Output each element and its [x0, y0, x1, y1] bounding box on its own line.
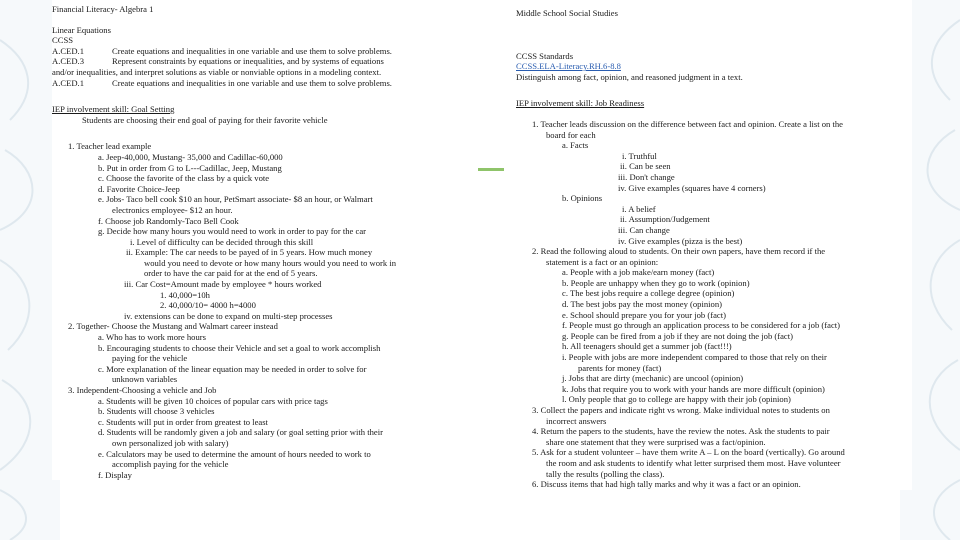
- statement-item: a. People with a job make/earn money (fact): [562, 267, 715, 278]
- step-1: 1. Teacher lead example: [68, 141, 152, 152]
- ccss-label: CCSS: [52, 35, 74, 46]
- step-3f: f. Display: [98, 469, 132, 480]
- step-3: 3. Independent-Choosing a vehicle and Job: [68, 385, 217, 395]
- doc-title: Middle School Social Studies: [516, 8, 618, 18]
- standard-desc: Create equations and inequalities in one variable and use them to solve problems.: [112, 45, 392, 56]
- statement-item: c. The best jobs require a college degree (opinion): [562, 288, 735, 299]
- step-1f: f. Choose job Randomly-Taco Bell Cook: [98, 215, 239, 226]
- step-1g-ii: ii. Example: The car needs to be payed of in 5 years. How much money: [126, 247, 373, 258]
- step-5-continued: tally the results (polling the class).: [546, 468, 665, 479]
- algebra-lesson-document: [52, 0, 444, 480]
- statement-item: f. People must go through an application process to be considered for a job (fact): [562, 320, 841, 331]
- step-3e-continued: accomplish paying for the vehicle: [112, 459, 229, 470]
- step-1g-iii-2: 2. 40,000/10= 4000 h=4000: [160, 300, 256, 311]
- statement-item: k. Jobs that require you to work with your hands are more difficult (opinion): [562, 383, 825, 394]
- opinion-item: i. A belief: [622, 203, 656, 214]
- statement-item: j. Jobs that are dirty (mechanic) are uncool (opinion): [562, 373, 744, 384]
- opinion-item: iii. Can change: [618, 224, 670, 235]
- fact-item: iii. Don't change: [618, 171, 675, 182]
- step-4-continued: share one statement that they were surprised was a fact/opinion.: [546, 436, 766, 447]
- facts-heading: a. Facts: [562, 140, 589, 151]
- step-2: 2. Read the following aloud to students. On their own papers, have them record if the: [532, 246, 826, 257]
- step-1c: c. Choose the favorite of the class by a quick vote: [98, 173, 270, 184]
- left-decorative-border: [0, 0, 60, 540]
- standard-code: A.CED.1: [52, 77, 84, 88]
- ccss-standards-label: CCSS Standards: [516, 50, 574, 61]
- step-1g-ii-continued: order to have the car paid for at the end of 5 years.: [144, 268, 318, 279]
- iep-skill-heading: IEP involvement skill: Job Readiness: [516, 98, 645, 109]
- topic-heading: Linear Equations: [52, 24, 111, 35]
- step-1g: g. Decide how many hours you would need to work in order to pay for the car: [98, 226, 367, 237]
- step-1g-iv: iv. extensions can be done to expand on multi-step processes: [124, 310, 333, 321]
- step-5-continued: the room and ask students to identify what letter surprised them most. Have volunteer: [546, 457, 841, 468]
- statement-item: b. People are unhappy when they go to work (opinion): [562, 277, 750, 288]
- standard-desc-continued: and/or inequalities, and interpret solutions as viable or nonviable options in a modeling context.: [52, 66, 382, 77]
- step-1d: d. Favorite Choice-Jeep: [98, 183, 180, 194]
- step-3: 3. Collect the papers and indicate right vs wrong. Make individual notes to students on: [532, 405, 830, 415]
- standard-code: A.CED.3: [52, 56, 84, 67]
- step-3a: a. Students will be given 10 choices of popular cars with price tags: [98, 395, 328, 406]
- step-3e: e. Calculators may be used to determine the amount of hours needed to work to: [98, 448, 371, 459]
- step-3-continued: incorrect answers: [546, 415, 607, 426]
- step-4: 4. Return the papers to the students, have the review the notes. Ask the students to pair: [532, 426, 830, 437]
- step-1: 1. Teacher leads discussion on the difference between fact and opinion. Create a list on the: [532, 118, 843, 129]
- doc-title: Financial Literacy- Algebra 1: [52, 4, 154, 14]
- step-1a: a. Jeep-40,000, Mustang- 35,000 and Cadillac-60,000: [98, 151, 283, 162]
- iep-skill-heading: IEP involvement skill: Goal Setting: [52, 104, 175, 115]
- statement-item: h. All teenagers should get a summer job (fact!!!): [562, 341, 732, 352]
- statement-item: i. People with jobs are more independent compared to those that rely on their: [562, 352, 827, 363]
- statement-item: d. The best jobs pay the most money (opinion): [562, 299, 722, 310]
- step-1g-i: i. Level of difficulty can be decided through this skill: [130, 236, 314, 247]
- step-2-continued: statement is a fact or an opinion:: [546, 256, 659, 267]
- step-3d-continued: own personalized job with salary): [112, 437, 229, 448]
- step-3b: b. Students will choose 3 vehicles: [98, 406, 215, 417]
- statement-item-continued: parents for money (fact): [578, 362, 662, 373]
- step-1e-continued: electronics employee- $12 an hour.: [112, 204, 233, 215]
- step-3d: d. Students will be randomly given a job and salary (or goal setting prior with their: [98, 427, 383, 438]
- statement-item: g. People can be fired from a job if they are not doing the job (fact): [562, 330, 793, 341]
- leaf-pattern-icon: [0, 0, 60, 540]
- standard-row: [52, 56, 444, 67]
- standard-desc: Represent constraints by equations or inequalities, and by systems of equations: [112, 56, 384, 67]
- step-3c: c. Students will put in order from greatest to least: [98, 416, 268, 427]
- standard-row: [52, 46, 444, 57]
- social-studies-lesson-document: [516, 0, 912, 490]
- step-2c: c. More explanation of the linear equation may be needed in order to solve for: [98, 363, 367, 374]
- statement-item: l. Only people that go to college are happy with their job (opinion): [562, 394, 791, 405]
- step-1g-iii-1: 1. 40,000=10h: [160, 289, 210, 300]
- fact-item: i. Truthful: [622, 150, 657, 161]
- step-1b: b. Put in order from G to L---Cadillac, Jeep, Mustang: [98, 162, 282, 173]
- step-2b: b. Encouraging students to choose their Vehicle and set a goal to work accomplish: [98, 342, 381, 353]
- opinion-item: ii. Assumption/Judgement: [620, 214, 710, 225]
- iep-skill-description: Students are choosing their end goal of paying for their favorite vehicle: [82, 114, 328, 125]
- step-1g-iii: iii. Car Cost=Amount made by employee * hours worked: [124, 279, 322, 290]
- statement-item: e. School should prepare you for your job (fact): [562, 309, 726, 320]
- step-2b-continued: paying for the vehicle: [112, 353, 188, 364]
- fact-item: iv. Give examples (squares have 4 corners): [618, 182, 766, 193]
- standard-desc: Create equations and inequalities in one variable and use them to solve problems.: [112, 77, 392, 88]
- standard-link[interactable]: CCSS.ELA-Literacy.RH.6-8.8: [516, 61, 621, 72]
- step-5: 5. Ask for a student volunteer – have them write A – L on the board (vertically). Go around: [532, 447, 845, 458]
- step-6: 6. Discuss items that had high tally marks and why it was a fact or an opinion.: [532, 479, 801, 490]
- standard-code: A.CED.1: [52, 45, 84, 56]
- opinions-heading: b. Opinions: [562, 193, 603, 204]
- standard-description: Distinguish among fact, opinion, and reasoned judgment in a text.: [516, 71, 743, 82]
- step-2: 2. Together- Choose the Mustang and Walmart career instead: [68, 321, 278, 332]
- step-1e: e. Jobs- Taco bell cook $10 an hour, PetSmart associate- $8 an hour, or Walmart: [98, 194, 373, 205]
- step-1g-ii-continued: would you need to devote or how many hours would you need to work in: [144, 257, 397, 268]
- accent-divider: [478, 168, 504, 171]
- opinion-item: iv. Give examples (pizza is the best): [618, 235, 743, 246]
- step-2a: a. Who has to work more hours: [98, 332, 206, 343]
- standard-row: [52, 78, 444, 89]
- step-1-continued: board for each: [546, 129, 596, 140]
- fact-item: ii. Can be seen: [620, 161, 671, 172]
- step-2c-continued: unknown variables: [112, 374, 178, 385]
